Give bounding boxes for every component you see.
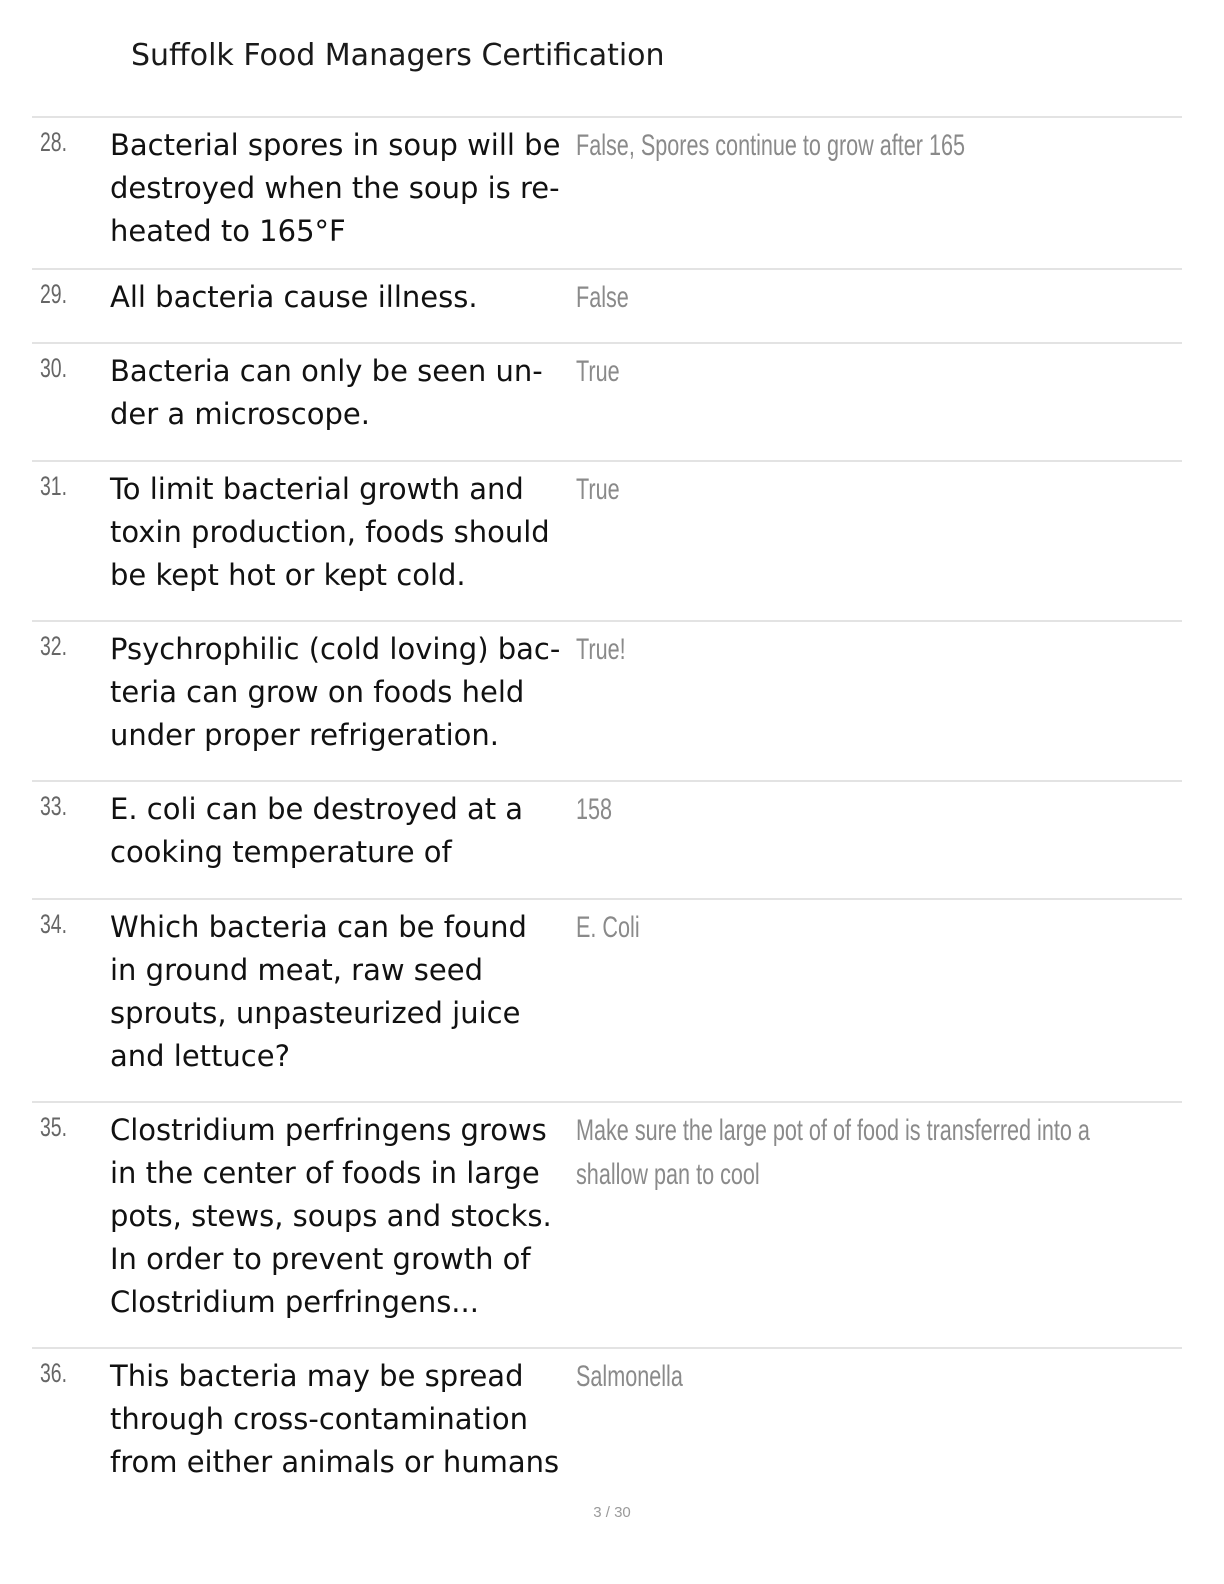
card-number: 33. [40, 791, 68, 821]
card-term: Which bacteria can be found in ground meat, raw seed sprouts, unpasteurized juice and lettuce? [110, 910, 527, 1073]
flashcard-list [32, 116, 1182, 1497]
card-term: Bacteria can only be seen un- der a microscope. [110, 354, 543, 431]
card-definition: Salmonella [576, 1360, 683, 1393]
card-definition: False [576, 281, 629, 314]
flashcard [32, 1347, 1182, 1497]
card-term: E. coli can be destroyed at a cooking temperature of [110, 792, 524, 869]
flashcard [32, 780, 1182, 898]
flashcard [32, 268, 1182, 342]
card-definition: 158 [576, 793, 613, 826]
card-term: Psychrophilic (cold loving) bac- teria can grow on foods held under proper refrigeration. [110, 632, 561, 752]
card-number: 32. [40, 631, 68, 661]
card-term: To limit bacterial growth and toxin production, foods should be kept hot or kept cold. [110, 472, 550, 592]
flashcard [32, 116, 1182, 268]
card-number: 30. [40, 353, 68, 383]
document-title: Suffolk Food Managers Certification [131, 38, 665, 73]
card-definition: True [576, 355, 620, 388]
card-number: 29. [40, 279, 68, 309]
card-number: 34. [40, 909, 68, 939]
card-definition: True [576, 473, 620, 506]
card-definition: Make sure the large pot of of food is transferred into a shallow pan to cool [576, 1114, 1090, 1191]
card-number: 36. [40, 1358, 68, 1388]
flashcard [32, 460, 1182, 620]
page-number: 3 / 30 [593, 1504, 631, 1521]
card-term: This bacteria may be spread through cross-contamination from either animals or humans [110, 1359, 560, 1479]
card-term: All bacteria cause illness. [110, 280, 478, 314]
card-number: 35. [40, 1112, 68, 1142]
flashcard [32, 1101, 1182, 1347]
card-number: 31. [40, 471, 68, 501]
flashcard [32, 898, 1182, 1101]
card-definition: True! [576, 633, 626, 666]
card-term: Clostridium perfringens grows in the center of foods in large pots, stews, soups and stocks. In order to prevent growth of Clostridium perfringens... [110, 1113, 552, 1319]
flashcard [32, 342, 1182, 460]
flashcard [32, 620, 1182, 780]
card-definition: False, Spores continue to grow after 165 [576, 129, 966, 162]
card-term: Bacterial spores in soup will be destroyed when the soup is re- heated to 165°F [110, 128, 561, 248]
card-definition: E. Coli [576, 911, 640, 944]
card-number: 28. [40, 127, 68, 157]
